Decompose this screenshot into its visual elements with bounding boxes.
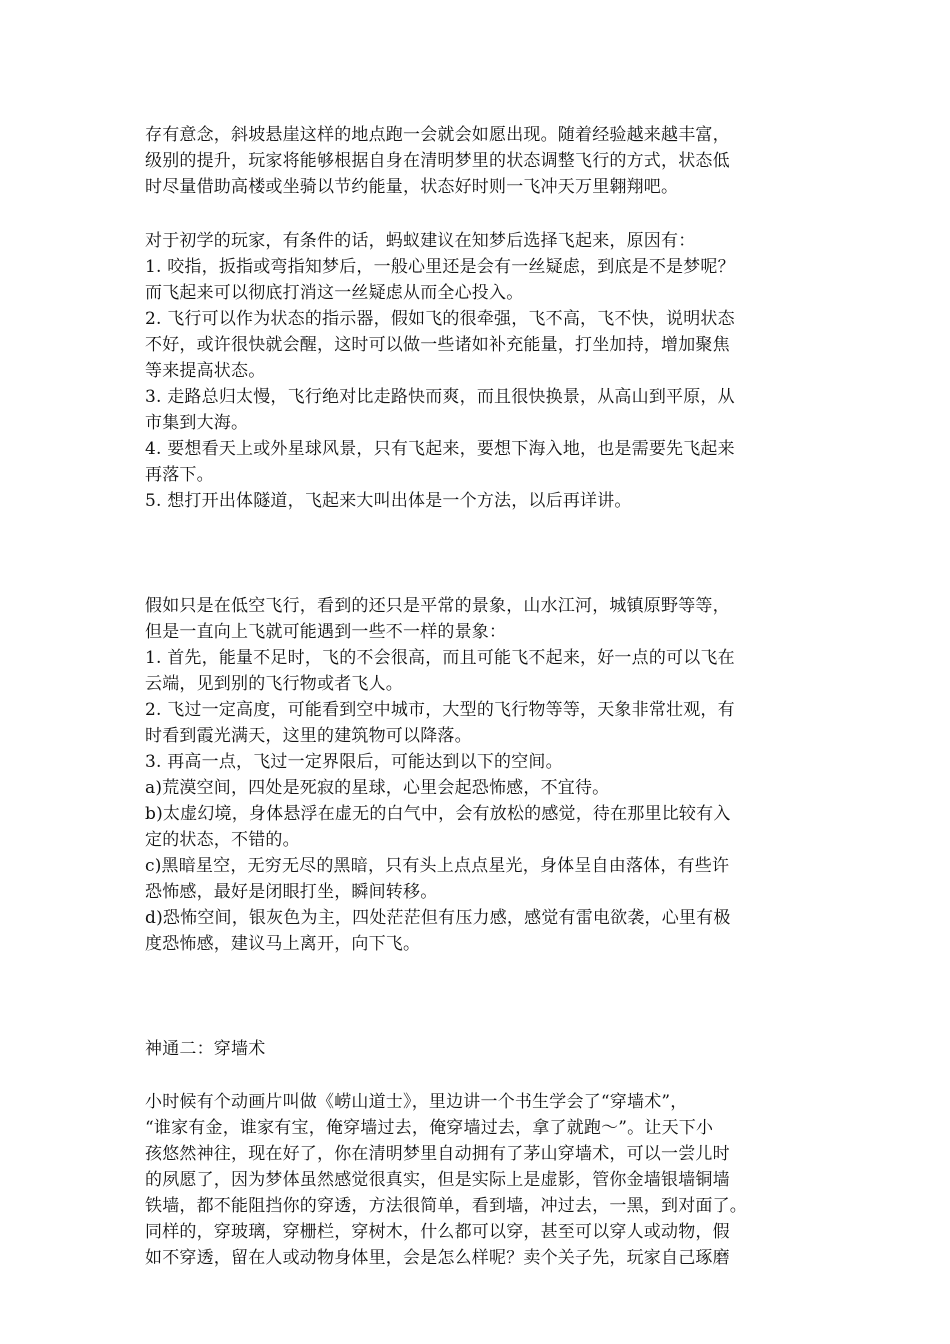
list-item: 1. 咬指，扳指或弯指知梦后，一般心里还是会有一丝疑虑，到底是不是梦呢？ [145,257,735,277]
text-line: 而飞起来可以彻底打消这一丝疑虑从而全心投入。 [145,283,524,303]
text-line: 存有意念，斜坡悬崖这样的地点跑一会就会如愿出现。随着经验越来越丰富， [145,125,730,145]
text-line: 度恐怖感，建议马上离开，向下飞。 [145,934,421,954]
list-item: 5. 想打开出体隧道，飞起来大叫出体是一个方法，以后再详讲。 [145,491,632,511]
text-line: 时尽量借助高楼或坐骑以节约能量，状态好时则一飞冲天万里翱翔吧。 [145,177,679,197]
list-item: b)太虚幻境，身体悬浮在虚无的白气中，会有放松的感觉，待在那里比较有入 [145,804,731,824]
text-line: 假如只是在低空飞行，看到的还只是平常的景象，山水江河，城镇原野等等， [145,596,730,616]
list-item: c)黑暗星空，无穷无尽的黑暗，只有头上点点星光，身体呈自由落体，有些许 [145,856,730,876]
text-line: 同样的，穿玻璃，穿栅栏，穿树木，什么都可以穿，甚至可以穿人或动物，假 [145,1222,730,1242]
text-line: 再落下。 [145,465,214,485]
text-line: 孩悠然神往，现在好了，你在清明梦里自动拥有了茅山穿墙术，可以一尝儿时 [145,1144,730,1164]
text-line: 市集到大海。 [145,413,249,433]
text-line: 级别的提升，玩家将能够根据自身在清明梦里的状态调整飞行的方式，状态低 [145,151,730,171]
text-line: 时看到霞光满天，这里的建筑物可以降落。 [145,726,472,746]
list-item: 2. 飞过一定高度，可能看到空中城市，大型的飞行物等等，天象非常壮观，有 [145,700,735,720]
text-line: 云端，见到别的飞行物或者飞人。 [145,674,403,694]
text-line: 不好，或许很快就会醒，这时可以做一些诸如补充能量，打坐加持，增加聚焦 [145,335,730,355]
text-line: 铁墙，都不能阻挡你的穿透，方法很简单，看到墙，冲过去，一黑，到对面了。 [145,1196,747,1216]
text-line: 但是一直向上飞就可能遇到一些不一样的景象： [145,622,507,642]
text-line: 小时候有个动画片叫做《崂山道士》，里边讲一个书生学会了“穿墙术”， [145,1092,688,1112]
list-item: 2. 飞行可以作为状态的指示器，假如飞的很牵强，飞不高，飞不快，说明状态 [145,309,735,329]
text-line: 对于初学的玩家，有条件的话，蚂蚁建议在知梦后选择飞起来，原因有： [145,231,696,251]
list-item: a)荒漠空间，四处是死寂的星球，心里会起恐怖感，不宜待。 [145,778,610,798]
list-item: 3. 再高一点，飞过一定界限后，可能达到以下的空间。 [145,752,563,772]
list-item: 3. 走路总归太慢，飞行绝对比走路快而爽，而且很快换景，从高山到平原，从 [145,387,735,407]
text-line: “谁家有金，谁家有宝，俺穿墙过去，俺穿墙过去，拿了就跑～”。让天下小 [145,1118,714,1138]
text-line: 的夙愿了，因为梦体虽然感觉很真实，但是实际上是虚影，管你金墙银墙铜墙 [145,1170,730,1190]
list-item: 1. 首先，能量不足时，飞的不会很高，而且可能飞不起来，好一点的可以飞在 [145,648,735,668]
section-heading: 神通二：穿墙术 [145,1039,266,1059]
text-line: 等来提高状态。 [145,361,266,381]
text-line: 如不穿透，留在人或动物身体里，会是怎么样呢？卖个关子先，玩家自己琢磨 [145,1248,730,1268]
list-item: 4. 要想看天上或外星球风景，只有飞起来，要想下海入地，也是需要先飞起来 [145,439,735,459]
text-line: 定的状态，不错的。 [145,830,300,850]
text-line: 恐怖感，最好是闭眼打坐，瞬间转移。 [145,882,438,902]
list-item: d)恐怖空间，银灰色为主，四处茫茫但有压力感，感觉有雷电欲袭，心里有极 [145,908,731,928]
